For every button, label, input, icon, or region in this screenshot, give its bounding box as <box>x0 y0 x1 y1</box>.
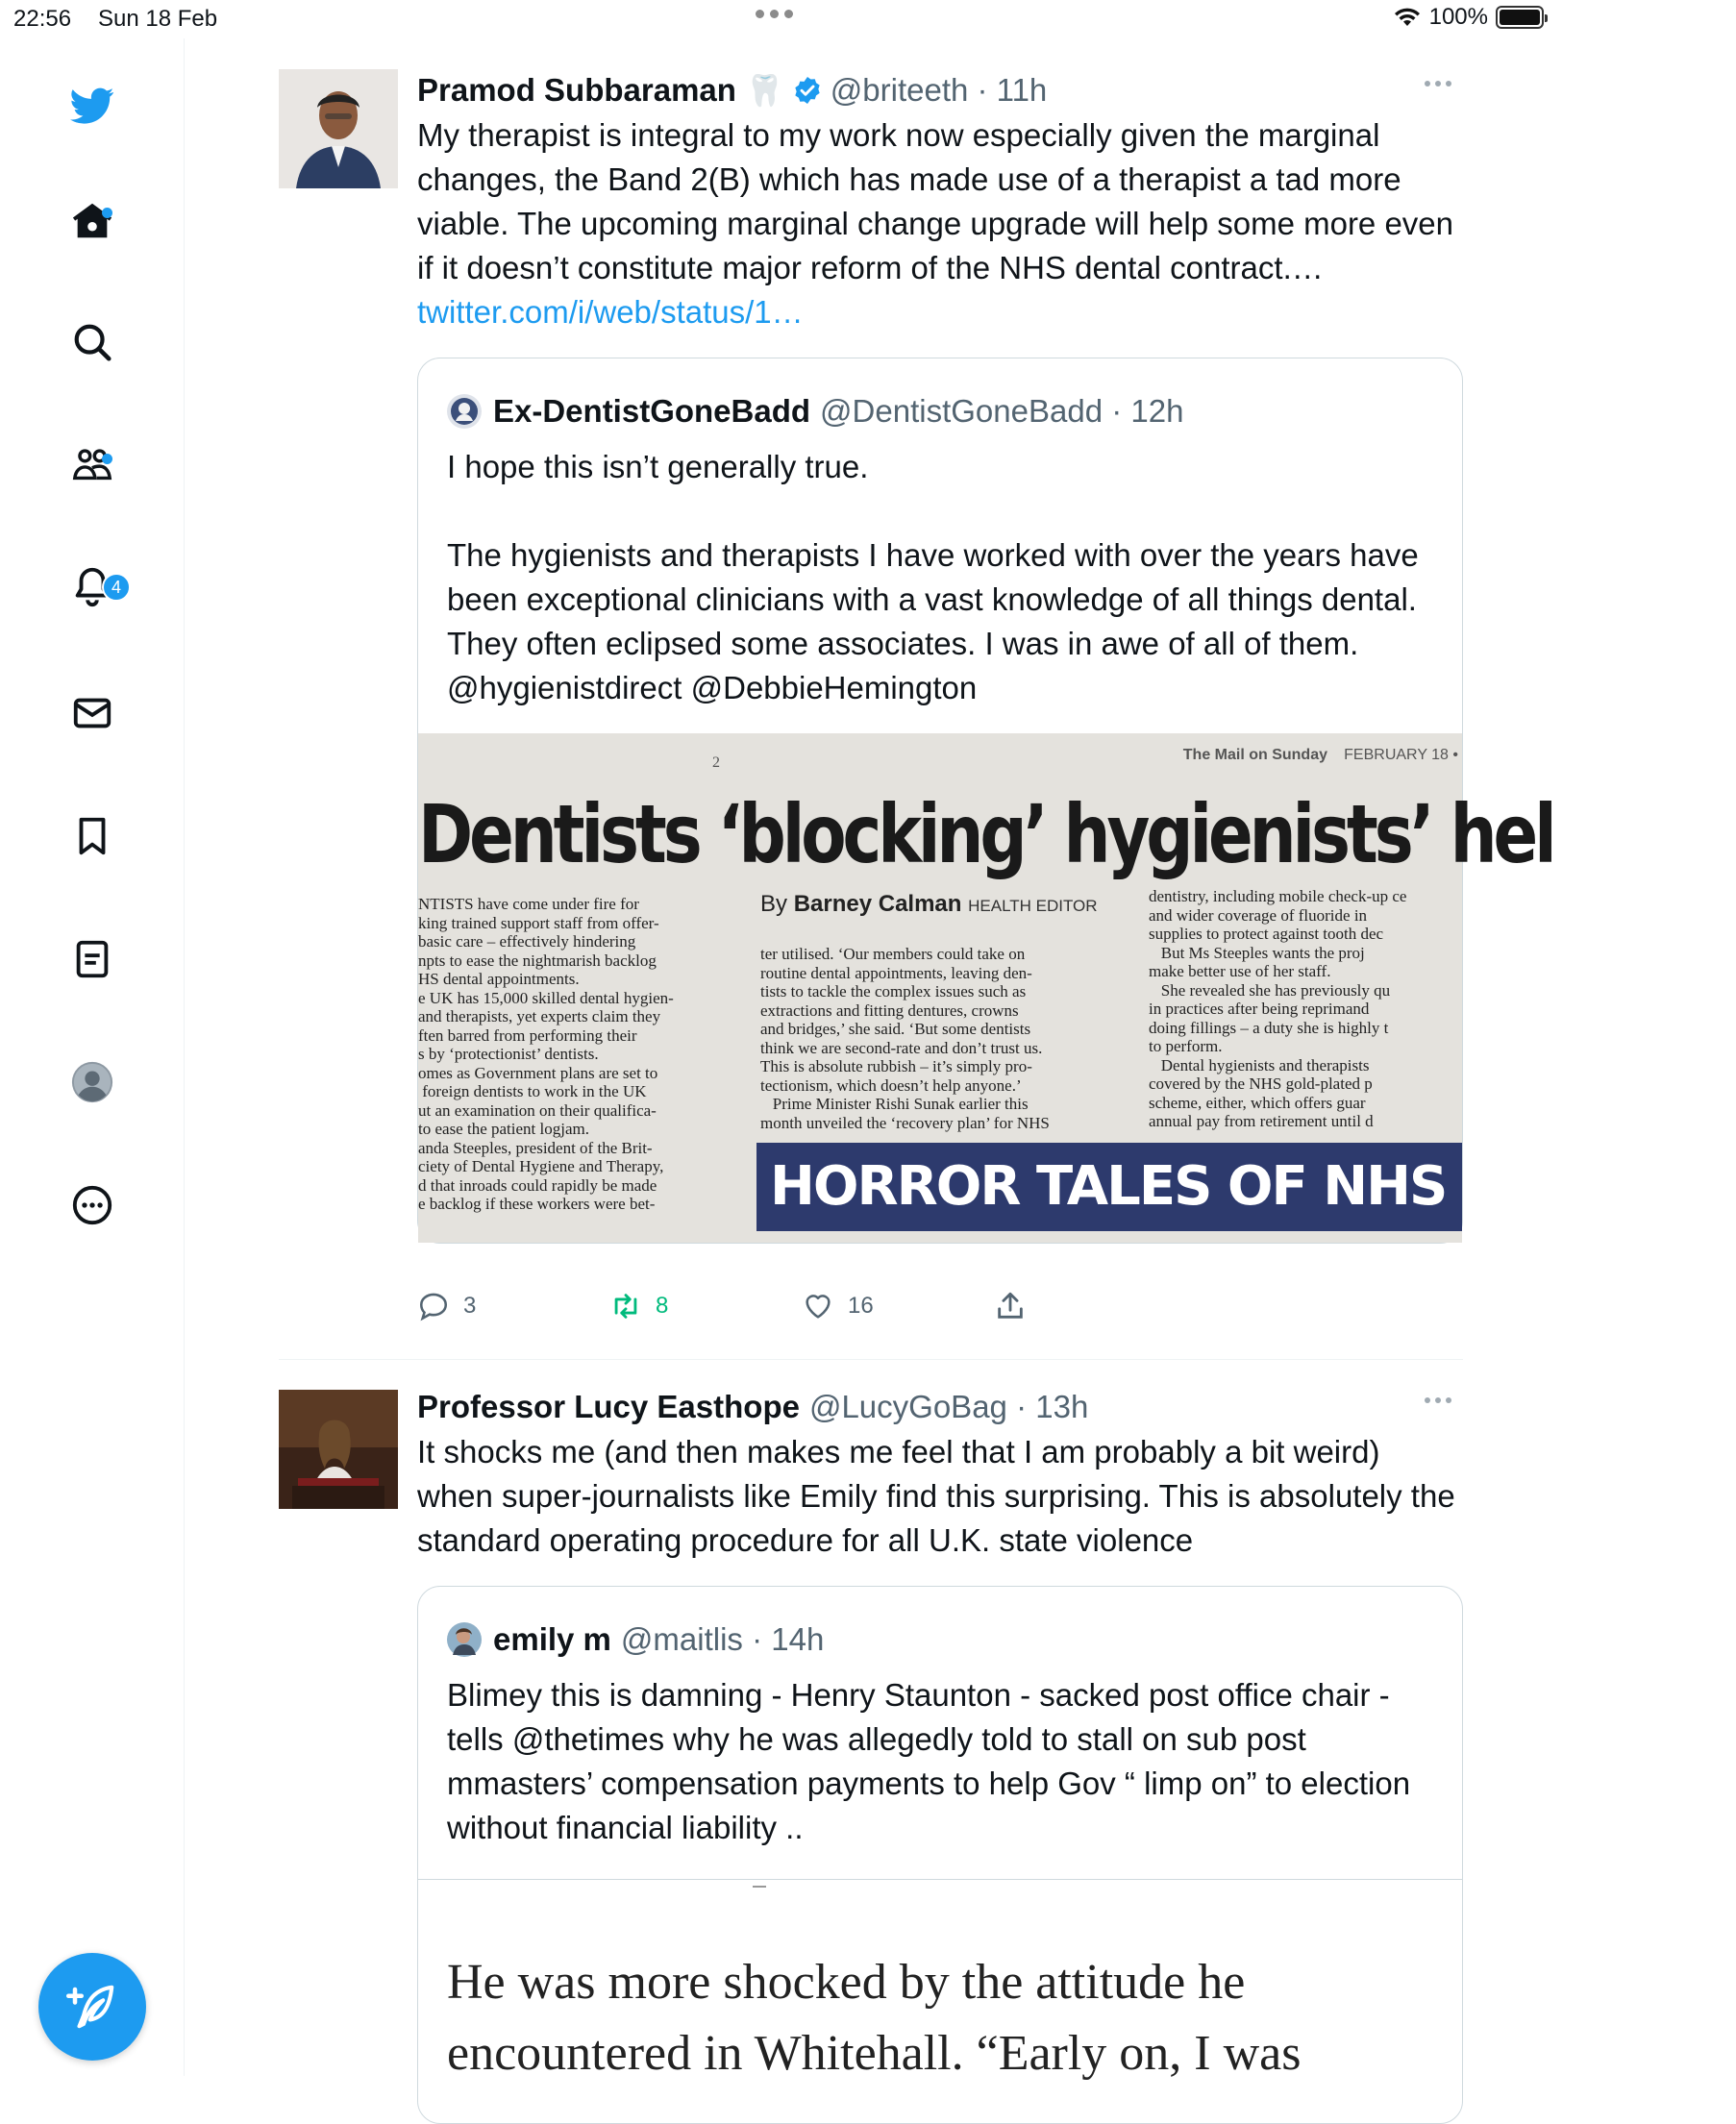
article-column: dentistry, including mobile check-up ce and wider coverage of fluoride in supplies to protect against tooth dec But Ms Steeples wants the proj make better use of her staff. She revealed she has previously qu in practices after being reprimand doing fillings – a duty she is highly t to perform. Dental hygienists and therapists covered by the NHS gold-plated p scheme, either, which offers guar annual pay from retirement until d <box>1149 887 1407 1130</box>
paper-date: FEBRUARY 18 • <box>1344 747 1458 763</box>
avatar[interactable] <box>279 1390 398 1509</box>
tweet-time[interactable]: 13h <box>1035 1389 1089 1424</box>
bookmark-icon[interactable] <box>67 811 117 861</box>
divider <box>279 1359 1463 1360</box>
author-name[interactable]: Pramod Subbaraman <box>417 72 736 108</box>
tooth-emoji: 🦷 <box>745 73 784 108</box>
byline: By Barney Calman HEALTH EDITOR <box>760 891 1098 917</box>
quote-header: emily m @maitlis · 14h <box>418 1587 1462 1664</box>
quote-tweet[interactable] <box>417 1586 1463 2124</box>
profile-avatar-icon[interactable] <box>67 1057 117 1107</box>
verified-badge-icon <box>792 75 823 106</box>
compose-feather-icon <box>66 1981 118 2033</box>
lists-icon[interactable] <box>67 934 117 984</box>
reply-button[interactable] <box>417 1290 609 1322</box>
quote-tweet[interactable] <box>417 358 1736 1244</box>
quote-paragraph: I hope this isn’t generally true. <box>447 449 869 484</box>
quote-paragraph: The hygienists and therapists I have worked with over the years have been exceptional clinicians with a vast knowledge of all things dental. They often eclipsed some associates. I was in awe of all of them. <box>447 537 1419 661</box>
communities-notification-dot <box>102 454 112 464</box>
reply-icon <box>417 1290 450 1322</box>
like-button[interactable] <box>802 1290 994 1322</box>
status-time: 22:56 <box>13 6 72 32</box>
quote-avatar <box>447 1622 482 1657</box>
quote-text: Blimey this is damning - Henry Staunton - sacked post office chair - tells @thetimes why he was allegedly told to stall on sub post mmasters’ compensation payments to help Gov “ limp on” to election without financial liability .. <box>447 1677 1411 1845</box>
author-handle[interactable]: @briteeth <box>830 72 969 108</box>
tweet-time[interactable]: 11h <box>996 72 1048 108</box>
reply-count: 3 <box>463 1293 477 1319</box>
status-bar <box>0 0 1557 38</box>
tweet-link[interactable]: twitter.com/i/web/status/1… <box>417 294 804 330</box>
quote-avatar <box>447 394 482 429</box>
battery-percent: 100% <box>1428 4 1488 30</box>
newspaper-headline: Dentists ‘blocking’ hygienists’ hel <box>418 787 1553 881</box>
share-icon <box>994 1290 1027 1322</box>
quote-author-handle[interactable]: @maitlis <box>620 1621 743 1657</box>
quote-header: Ex-DentistGoneBadd @DentistGoneBadd · 12h <box>418 358 1462 435</box>
quote-time[interactable]: 12h <box>1130 393 1184 429</box>
home-notification-dot <box>102 208 112 218</box>
article-column: ter utilised. ‘Our members could take on routine dental appointments, leaving den- tists to tackle the complex issues such as extractions and fitting dentures, crowns and bridges,’ she said. ‘But some dentists think we are second-rate and don’t trust us. This is absolute rubbish – it’s simply pro- tectionism, which doesn’t help anyone.’ Prime Minister Rishi Sunak earlier this month unveiled the ‘recovery plan’ for NHS <box>760 945 1050 1132</box>
tweet[interactable] <box>279 1384 1463 2081</box>
retweet-icon <box>609 1290 642 1322</box>
status-date: Sun 18 Feb <box>98 6 218 32</box>
author-name[interactable]: Professor Lucy Easthope <box>417 1389 800 1424</box>
news-banner: HORROR TALES OF NHS BACKLOG <box>756 1143 1462 1231</box>
more-circle-icon[interactable] <box>67 1180 117 1230</box>
quote-mentions[interactable]: @hygienistdirect @DebbieHemington <box>447 670 978 705</box>
quote-time[interactable]: 14h <box>771 1621 825 1657</box>
masthead: The Mail on Sunday <box>1182 747 1327 763</box>
wifi-icon <box>1393 6 1422 29</box>
more-options-icon[interactable] <box>1425 81 1451 86</box>
retweet-button[interactable] <box>609 1290 802 1322</box>
messages-envelope-icon[interactable] <box>67 688 117 738</box>
quote-text <box>418 435 1462 710</box>
notifications-count-badge: 4 <box>102 573 131 602</box>
sidebar <box>0 38 185 2076</box>
tweet-header: Professor Lucy Easthope @LucyGoBag · 13h <box>417 1389 1089 1424</box>
avatar[interactable] <box>279 69 398 188</box>
article-excerpt-text: He was more shocked by the attitude he encountered in Whitehall. “Early on, I was <box>447 1955 1302 2081</box>
share-button[interactable] <box>994 1290 1027 1322</box>
twitter-logo-icon[interactable] <box>67 81 117 131</box>
quote-author-name[interactable]: emily m <box>493 1621 611 1657</box>
tweet-text: My therapist is integral to my work now especially given the marginal changes, the Band 2(B) which has made use of a therapist a tad more viable. The upcoming marginal change upgrade will help some more even if it doesn’t constitute major reform of the NHS dental contract.… <box>417 117 1454 285</box>
article-excerpt-image[interactable] <box>418 1879 1462 2100</box>
communities-icon[interactable] <box>67 440 117 490</box>
tweet-header: Pramod Subbaraman 🦷 @briteeth · 11h <box>417 72 1048 108</box>
page-number: 2 <box>712 754 720 771</box>
quote-author-name[interactable]: Ex-DentistGoneBadd <box>493 393 811 429</box>
article-column: NTISTS have come under fire for king trained support staff from offer- basic care – effectively hindering npts to ease the nightmarish backlog HS dental appointments. e UK has 15,000 skilled dental hygien- and therapists, yet experts claim they ften barred from performing their s by ‘protectionist’ dentists. omes as Government plans are set to foreign dentists to work in the UK ut an examination on their qualifica- to ease the patient logjam. anda Steeples, president of the Brit- ciety of Dental Hygiene and Therapy, d that inroads could rapidly be made e backlog if these workers were bet- <box>418 895 674 1213</box>
retweet-count: 8 <box>656 1293 669 1319</box>
like-count: 16 <box>848 1293 874 1319</box>
compose-tweet-button[interactable] <box>38 1953 146 2061</box>
author-handle[interactable]: @LucyGoBag <box>808 1389 1007 1424</box>
tweet-text: It shocks me (and then makes me feel that I am probably a bit weird) when super-journalists like Emily find this surprising. This is absolutely the standard operating procedure for all U.K. state violence <box>417 1434 1455 1558</box>
home-icon[interactable] <box>67 196 117 246</box>
heart-icon <box>802 1290 834 1322</box>
more-options-icon[interactable] <box>1425 1397 1451 1403</box>
quote-author-handle[interactable]: @DentistGoneBadd <box>820 393 1104 429</box>
search-icon[interactable] <box>67 317 117 367</box>
tweet-actions <box>417 1290 1027 1322</box>
battery-icon <box>1496 6 1544 29</box>
newspaper-clipping-image[interactable] <box>418 733 1736 1243</box>
tweet[interactable] <box>279 67 1736 1355</box>
multitasking-dots-icon[interactable] <box>756 10 793 18</box>
